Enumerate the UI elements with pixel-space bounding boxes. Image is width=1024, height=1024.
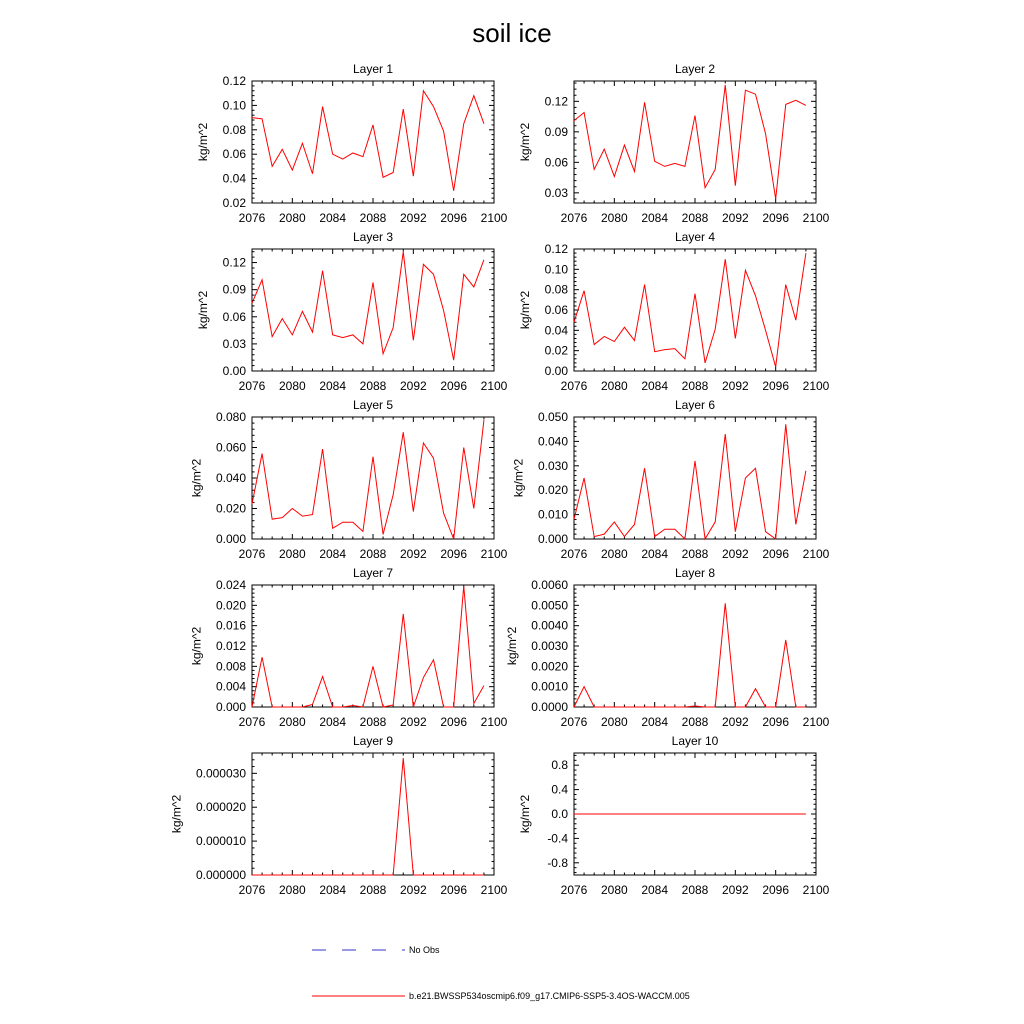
y-tick-label: 0.030 [537, 458, 568, 473]
plot-frame [252, 81, 494, 203]
y-axis-label: kg/m^2 [189, 626, 204, 666]
y-tick-label: 0.008 [215, 659, 246, 674]
panel-layer-10 [518, 734, 829, 897]
panel-layer-7 [190, 566, 508, 729]
panel-title: Layer 4 [674, 230, 716, 244]
x-tick-label: 2100 [480, 547, 508, 561]
y-tick-label: 0.000010 [195, 834, 246, 849]
y-tick-label: 0.06 [222, 147, 246, 162]
y-tick-label: 0.000 [215, 532, 246, 546]
y-tick-label: 0.03 [222, 336, 246, 351]
y-axis-label: kg/m^2 [169, 794, 184, 834]
x-tick-label: 2084 [319, 211, 347, 225]
y-tick-label: 0.012 [215, 639, 246, 653]
x-tick-label: 2092 [721, 211, 749, 225]
y-tick-label: 0.060 [215, 440, 246, 455]
y-tick-label: 0.09 [222, 282, 246, 297]
y-tick-label: 0.0060 [531, 578, 568, 592]
x-tick-label: 2092 [721, 883, 749, 897]
y-tick-label: 0.12 [222, 255, 246, 270]
y-tick-label: 0.040 [215, 471, 246, 485]
series-line [574, 253, 806, 367]
y-tick-label: 0.0030 [531, 639, 568, 653]
x-tick-label: 2092 [399, 547, 427, 561]
panel-layer-1 [196, 62, 507, 225]
y-tick-label: 0.040 [537, 434, 568, 449]
panel-title: Layer 5 [352, 398, 394, 412]
x-tick-label: 2080 [278, 547, 306, 561]
panel-layer-3 [196, 230, 507, 393]
y-tick-label: 0.000030 [195, 766, 246, 781]
y-tick-label: 0.8 [551, 758, 568, 773]
y-tick-label: 0.0000 [531, 700, 568, 714]
x-tick-label: 2076 [238, 379, 266, 393]
y-tick-label: 0.04 [222, 171, 246, 186]
x-tick-label: 2096 [762, 211, 790, 225]
x-tick-label: 2100 [802, 379, 830, 393]
y-axis-label: kg/m^2 [518, 122, 533, 162]
x-tick-label: 2076 [560, 883, 588, 897]
y-tick-label: 0.024 [215, 578, 246, 592]
x-tick-label: 2084 [641, 547, 669, 561]
x-tick-label: 2100 [802, 715, 830, 729]
y-tick-label: 0.010 [537, 507, 568, 522]
x-tick-label: 2088 [359, 379, 387, 393]
x-tick-label: 2076 [238, 211, 266, 225]
x-tick-label: 2088 [359, 883, 387, 897]
panel-layer-8 [505, 566, 830, 729]
y-axis-label: kg/m^2 [196, 122, 211, 162]
legend-model-label: b.e21.BWSSP534oscmip6.f09_g17.CMIP6-SSP5-3.4OS-WACCM.005 [409, 991, 690, 1001]
x-tick-label: 2088 [359, 547, 387, 561]
panel-layer-4 [518, 230, 829, 393]
x-tick-label: 2096 [440, 883, 468, 897]
plot-frame [574, 417, 816, 539]
y-tick-label: 0.00 [222, 364, 246, 378]
plot-frame [252, 249, 494, 371]
x-tick-label: 2076 [560, 547, 588, 561]
y-tick-label: 0.12 [544, 242, 568, 256]
x-tick-label: 2080 [278, 883, 306, 897]
x-tick-label: 2080 [600, 547, 628, 561]
x-tick-label: 2084 [319, 547, 347, 561]
x-tick-label: 2076 [560, 715, 588, 729]
y-tick-label: 0.020 [215, 598, 246, 613]
x-tick-label: 2088 [681, 379, 709, 393]
x-tick-label: 2084 [641, 379, 669, 393]
y-tick-label: 0.03 [544, 185, 568, 200]
x-tick-label: 2088 [681, 715, 709, 729]
series-line [252, 586, 484, 707]
x-tick-label: 2092 [399, 379, 427, 393]
plot-frame [252, 417, 494, 539]
y-tick-label: 0.06 [544, 303, 568, 317]
panel-layer-9 [169, 734, 507, 897]
y-tick-label: 0.016 [215, 618, 246, 633]
x-tick-label: 2076 [560, 211, 588, 225]
x-tick-label: 2100 [480, 883, 508, 897]
x-tick-label: 2100 [802, 547, 830, 561]
x-tick-label: 2088 [359, 211, 387, 225]
y-tick-label: 0.000 [215, 700, 246, 714]
x-tick-label: 2096 [762, 379, 790, 393]
y-tick-label: 0.4 [551, 782, 568, 797]
y-tick-label: 0.000 [537, 532, 568, 546]
x-tick-label: 2100 [480, 379, 508, 393]
y-tick-label: 0.09 [544, 124, 568, 139]
panel-title: Layer 7 [352, 566, 394, 580]
y-tick-label: 0.0050 [531, 598, 568, 613]
x-tick-label: 2080 [600, 379, 628, 393]
series-line [574, 424, 806, 539]
y-tick-label: 0.0020 [531, 659, 568, 674]
x-tick-label: 2096 [762, 883, 790, 897]
x-tick-label: 2088 [359, 715, 387, 729]
x-tick-label: 2080 [278, 379, 306, 393]
x-tick-label: 2092 [399, 715, 427, 729]
x-tick-label: 2080 [278, 211, 306, 225]
y-tick-label: 0.020 [215, 501, 246, 516]
y-tick-label: 0.04 [544, 323, 568, 338]
y-tick-label: 0.10 [544, 262, 568, 277]
x-tick-label: 2088 [681, 547, 709, 561]
series-line [574, 603, 806, 707]
x-tick-label: 2080 [600, 211, 628, 225]
y-tick-label: 0.02 [544, 343, 568, 358]
panel-title: Layer 9 [352, 734, 394, 748]
y-axis-label: kg/m^2 [196, 290, 211, 330]
x-tick-label: 2088 [681, 211, 709, 225]
y-tick-label: 0.000000 [195, 868, 246, 882]
y-tick-label: 0.12 [222, 74, 246, 88]
y-axis-label: kg/m^2 [511, 458, 526, 498]
y-axis-label: kg/m^2 [504, 626, 519, 666]
x-tick-label: 2096 [762, 715, 790, 729]
panel-title: Layer 3 [352, 230, 394, 244]
x-tick-label: 2076 [238, 883, 266, 897]
x-tick-label: 2096 [440, 379, 468, 393]
x-tick-label: 2100 [480, 715, 508, 729]
y-tick-label: 0.06 [222, 309, 246, 324]
x-tick-label: 2080 [600, 883, 628, 897]
y-tick-label: 0.0010 [531, 679, 568, 694]
x-tick-label: 2092 [721, 547, 749, 561]
plot-frame [574, 585, 816, 707]
x-tick-label: 2084 [319, 715, 347, 729]
legend-no-obs-label: No Obs [409, 945, 440, 955]
x-tick-label: 2092 [721, 715, 749, 729]
y-axis-label: kg/m^2 [189, 458, 204, 498]
y-tick-label: 0.0 [551, 807, 568, 821]
series-line [252, 758, 484, 875]
x-tick-label: 2080 [600, 715, 628, 729]
y-tick-label: 0.080 [215, 410, 246, 424]
plot-frame [574, 249, 816, 371]
series-line [252, 420, 484, 539]
x-tick-label: 2100 [802, 211, 830, 225]
x-tick-label: 2076 [560, 379, 588, 393]
y-tick-label: 0.004 [215, 679, 246, 694]
panel-title: Layer 2 [674, 62, 716, 76]
y-tick-label: 0.000020 [195, 800, 246, 815]
x-tick-label: 2096 [440, 715, 468, 729]
y-axis-label: kg/m^2 [518, 290, 533, 330]
y-tick-label: 0.020 [537, 483, 568, 498]
x-tick-label: 2096 [440, 547, 468, 561]
y-tick-label: 0.0040 [531, 618, 568, 633]
y-tick-label: 0.00 [544, 364, 568, 378]
series-line [252, 252, 484, 360]
y-tick-label: 0.06 [544, 155, 568, 170]
x-tick-label: 2080 [278, 715, 306, 729]
panel-title: Layer 1 [352, 62, 394, 76]
x-tick-label: 2096 [440, 211, 468, 225]
x-tick-label: 2088 [681, 883, 709, 897]
panel-title: Layer 8 [674, 566, 716, 580]
series-line [574, 85, 806, 199]
x-tick-label: 2084 [319, 883, 347, 897]
y-tick-label: 0.12 [544, 94, 568, 109]
x-tick-label: 2100 [802, 883, 830, 897]
y-tick-label: 0.02 [222, 196, 246, 210]
panel-title: Layer 10 [671, 734, 719, 748]
y-tick-label: -0.4 [547, 831, 568, 846]
y-tick-label: 0.050 [537, 410, 568, 424]
x-tick-label: 2084 [641, 211, 669, 225]
y-axis-label: kg/m^2 [518, 794, 533, 834]
x-tick-label: 2076 [238, 547, 266, 561]
x-tick-label: 2084 [641, 715, 669, 729]
y-tick-label: 0.08 [544, 282, 568, 297]
x-tick-label: 2084 [641, 883, 669, 897]
panel-title: Layer 6 [674, 398, 716, 412]
panels [169, 62, 829, 897]
plot-frame [574, 81, 816, 203]
x-tick-label: 2092 [721, 379, 749, 393]
plot-frame [252, 753, 494, 875]
y-tick-label: 0.08 [222, 122, 246, 137]
x-tick-label: 2100 [480, 211, 508, 225]
panel-layer-6 [512, 398, 830, 561]
plot-frame [252, 585, 494, 707]
x-tick-label: 2076 [238, 715, 266, 729]
y-tick-label: 0.10 [222, 98, 246, 113]
legend [312, 945, 690, 1001]
figure-title: soil ice [472, 18, 552, 48]
x-tick-label: 2084 [319, 379, 347, 393]
x-tick-label: 2092 [399, 211, 427, 225]
x-tick-label: 2092 [399, 883, 427, 897]
panel-layer-2 [518, 62, 829, 225]
x-tick-label: 2096 [762, 547, 790, 561]
series-line [252, 91, 484, 191]
y-tick-label: -0.8 [547, 855, 568, 870]
panel-layer-5 [190, 398, 508, 561]
